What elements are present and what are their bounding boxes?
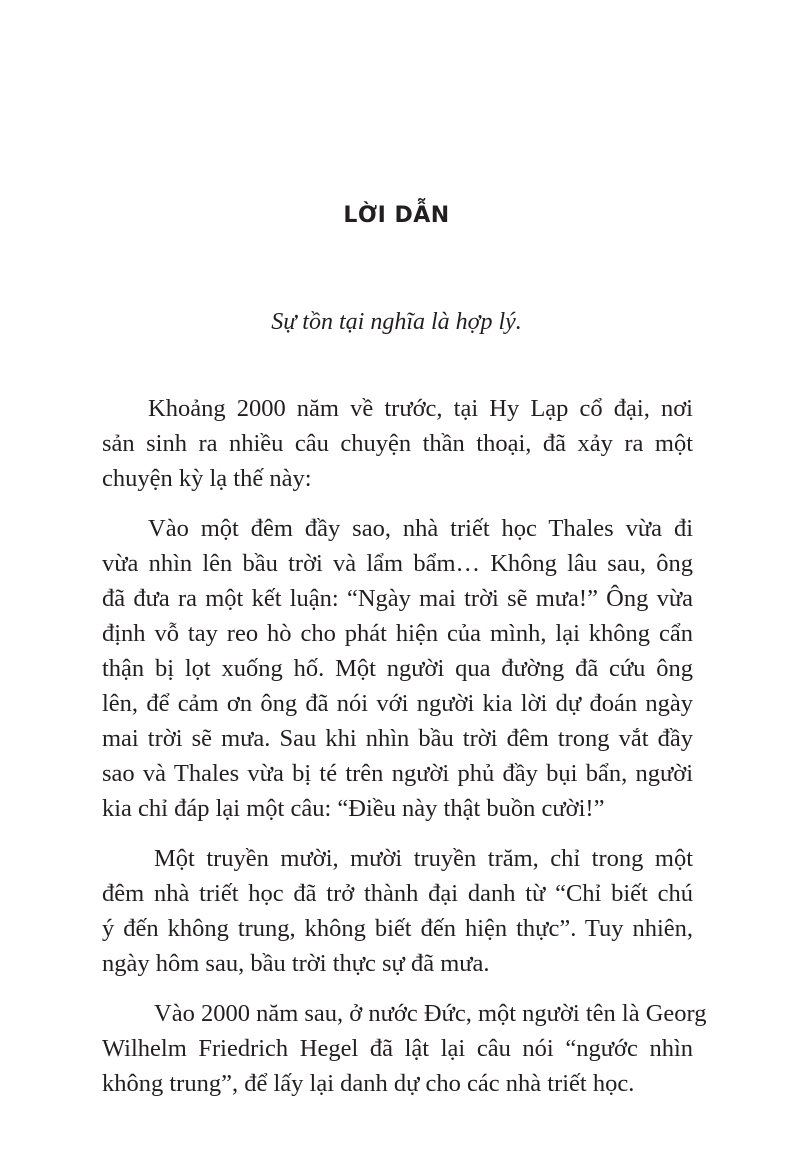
- text-line: Khoảng 2000 năm về trước, tại Hy Lạp cổ đại, nơi: [148, 395, 693, 422]
- text-line: ngày hôm sau, bầu trời thực sự đã mưa.: [102, 950, 490, 977]
- text-line: sao và Thales vừa bị té trên người phủ đầy bụi bẩn, người: [102, 760, 693, 787]
- text-line: kia chỉ đáp lại một câu: “Điều này thật buồn cười!”: [102, 795, 605, 822]
- text-line: không trung”, để lấy lại danh dự cho các nhà triết học.: [102, 1070, 635, 1097]
- text-line: lên, để cảm ơn ông đã nói với người kia lời dự đoán ngày: [102, 690, 693, 717]
- text-line: chuyện kỳ lạ thế này:: [102, 465, 312, 492]
- epigraph: Sự tồn tại nghĩa là hợp lý.: [271, 309, 522, 335]
- text-line: Vào 2000 năm sau, ở nước Đức, một người tên là Georg: [154, 1000, 707, 1027]
- text-line: sản sinh ra nhiều câu chuyện thần thoại, đã xảy ra một: [102, 430, 693, 457]
- body-text: [102, 391, 707, 1116]
- text-line: vừa nhìn lên bầu trời và lẩm bẩm… Không lâu sau, ông: [102, 550, 693, 577]
- text-line: đã đưa ra một kết luận: “Ngày mai trời sẽ mưa!” Ông vừa: [102, 585, 693, 612]
- chapter-title: LỜI DẪN: [343, 203, 450, 228]
- paragraph: [102, 841, 693, 981]
- text-line: mai trời sẽ mưa. Sau khi nhìn bầu trời đêm trong vắt đầy: [102, 725, 693, 752]
- text-line: Vào một đêm đầy sao, nhà triết học Thales vừa đi: [148, 515, 693, 542]
- paragraph: [102, 391, 693, 496]
- text-line: định vỗ tay reo hò cho phát hiện của mình, lại không cẩn: [102, 620, 693, 647]
- text-line: thận bị lọt xuống hố. Một người qua đường đã cứu ông: [102, 655, 693, 682]
- paragraph: [102, 996, 707, 1101]
- text-line: ý đến không trung, không biết đến hiện thực”. Tuy nhiên,: [102, 915, 693, 942]
- text-line: đêm nhà triết học đã trở thành đại danh từ “Chỉ biết chú: [102, 880, 693, 907]
- text-line: Một truyền mười, mười truyền trăm, chỉ trong một: [154, 845, 693, 872]
- paragraph: [102, 511, 693, 826]
- text-line: Wilhelm Friedrich Hegel đã lật lại câu nói “ngước nhìn: [102, 1035, 693, 1062]
